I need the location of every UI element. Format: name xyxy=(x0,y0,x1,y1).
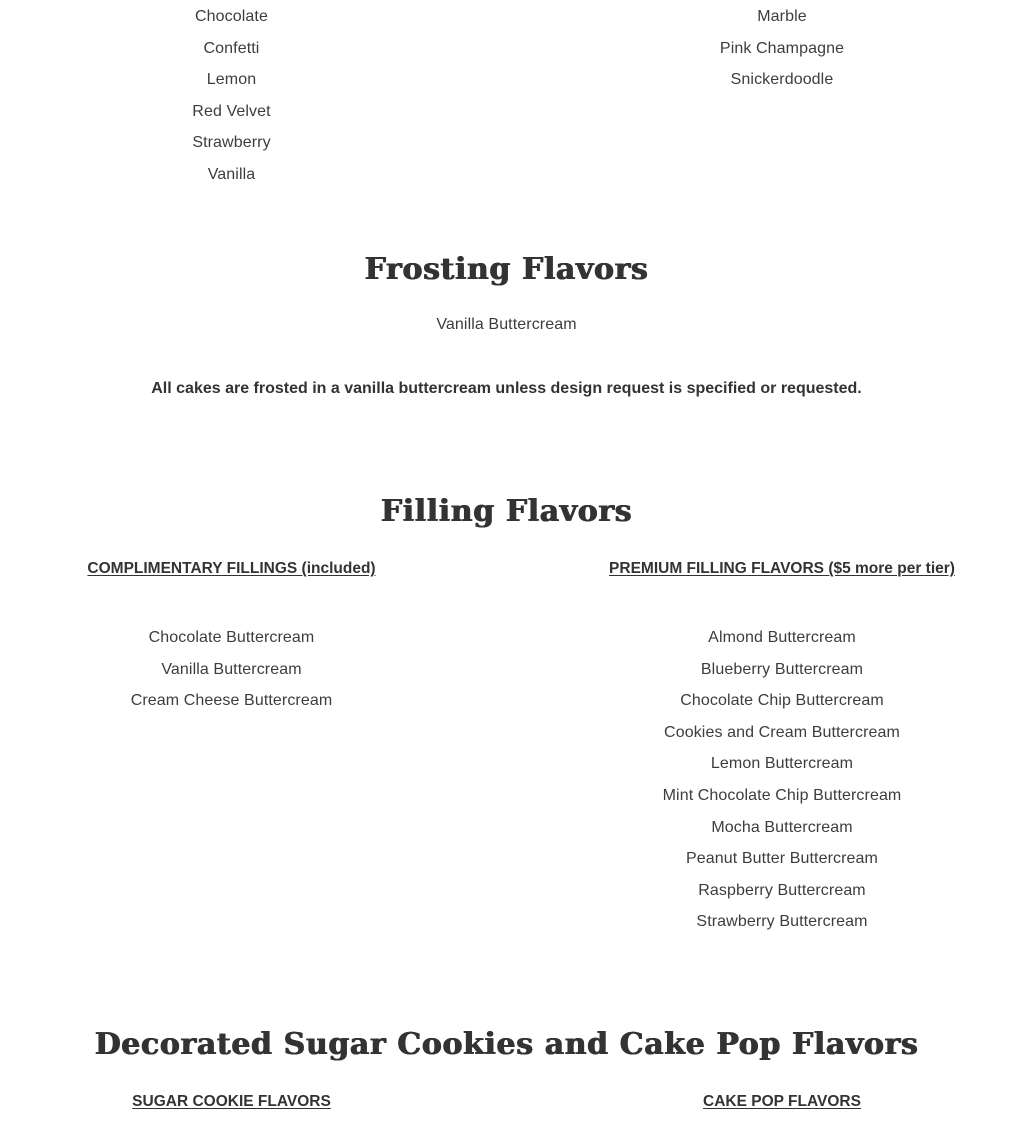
filling-item: Lemon Buttercream xyxy=(710,755,854,773)
complimentary-fillings-heading: COMPLIMENTARY FILLINGS (included) xyxy=(87,560,376,577)
filling-section xyxy=(0,492,1013,532)
filling-item: Strawberry Buttercream xyxy=(696,913,868,931)
frosting-note: All cakes are frosted in a vanilla buttercream unless design request is specified or requested. xyxy=(151,380,862,397)
cake-flavor-item: Snickerdoodle xyxy=(730,71,834,89)
premium-fillings-heading: PREMIUM FILLING FLAVORS ($5 more per tier) xyxy=(609,560,955,577)
filling-item: Blueberry Buttercream xyxy=(700,660,864,678)
filling-item: Cream Cheese Buttercream xyxy=(130,692,333,710)
cake-flavor-list-left xyxy=(0,1,463,191)
filling-title: Filling Flavors xyxy=(380,494,633,529)
complimentary-fillings-column xyxy=(0,558,463,717)
premium-fillings-list xyxy=(553,622,1011,938)
filling-item: Mint Chocolate Chip Buttercream xyxy=(662,786,902,804)
filling-item: Almond Buttercream xyxy=(708,629,856,646)
frosting-note-wrap xyxy=(0,378,1013,400)
premium-fillings-column xyxy=(553,558,1011,938)
filling-item: Raspberry Buttercream xyxy=(698,881,866,899)
cake-flavor-item: Marble xyxy=(757,8,807,25)
filling-item: Chocolate Chip Buttercream xyxy=(680,692,884,710)
cake-flavor-item: Chocolate xyxy=(195,8,268,25)
frosting-section xyxy=(0,250,1013,290)
sugar-cookie-column xyxy=(0,1091,463,1113)
complimentary-fillings-list xyxy=(0,622,463,717)
cake-flavor-item: Strawberry xyxy=(192,134,271,152)
frosting-list-wrap xyxy=(0,309,1013,341)
filling-item: Cookies and Cream Buttercream xyxy=(664,723,900,741)
filling-item: Peanut Butter Buttercream xyxy=(686,850,878,868)
frosting-title: Frosting Flavors xyxy=(364,252,649,287)
filling-item: Chocolate Buttercream xyxy=(148,629,315,646)
sugar-cookie-heading: SUGAR COOKIE FLAVORS xyxy=(132,1093,331,1110)
filling-item: Vanilla Buttercream xyxy=(161,660,302,678)
cake-flavor-item: Pink Champagne xyxy=(719,39,845,57)
cake-flavor-item: Confetti xyxy=(203,39,260,57)
frosting-item: Vanilla Buttercream xyxy=(436,316,577,333)
cake-flavor-item: Red Velvet xyxy=(192,102,271,120)
cake-flavor-list-right xyxy=(553,1,1011,96)
frosting-list xyxy=(0,309,1013,341)
cake-flavor-item: Lemon xyxy=(206,71,257,89)
cake-pop-column xyxy=(553,1091,1011,1113)
cake-flavors-left-column xyxy=(0,1,463,191)
cake-flavors-right-column xyxy=(553,1,1011,96)
filling-item: Mocha Buttercream xyxy=(711,818,853,836)
cake-flavor-item: Vanilla xyxy=(207,165,256,183)
cookies-cakepops-section xyxy=(0,1025,1013,1065)
cookies-cakepops-title: Decorated Sugar Cookies and Cake Pop Flavors xyxy=(94,1027,919,1062)
cake-pop-heading: CAKE POP FLAVORS xyxy=(703,1093,861,1110)
